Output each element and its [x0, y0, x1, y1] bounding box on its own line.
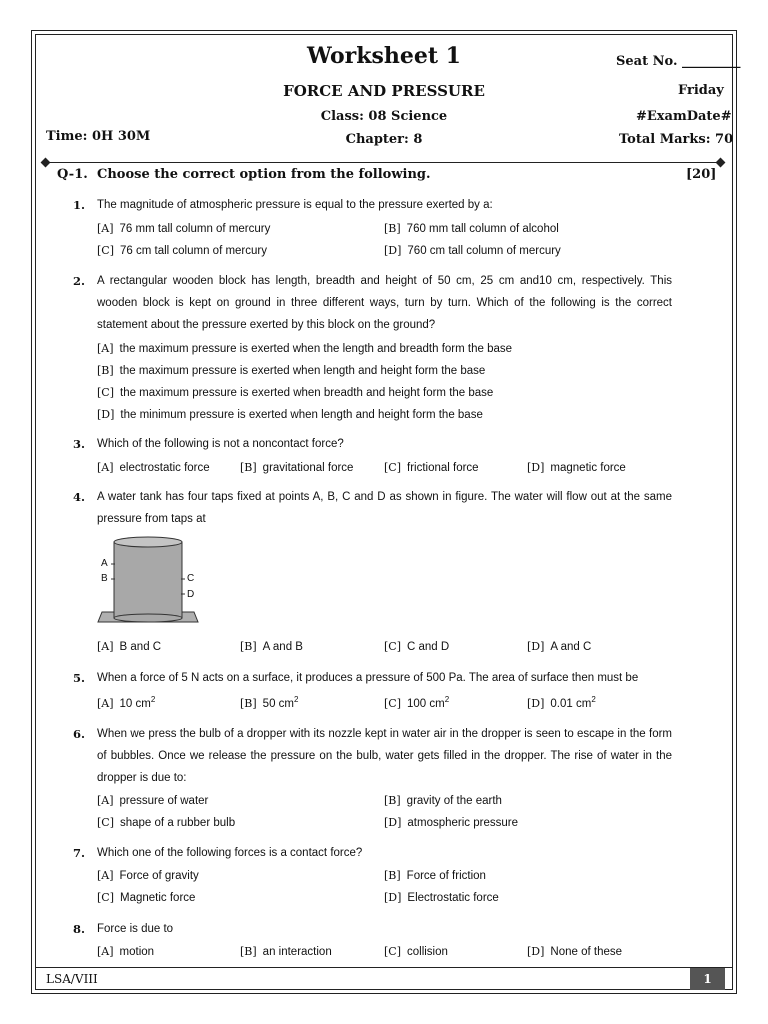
option-c: [97, 386, 493, 399]
question-number: 7.: [73, 846, 86, 860]
option-text: motion: [119, 946, 155, 958]
question-text: Which one of the following forces is a contact force?: [97, 847, 363, 859]
option-a: [97, 695, 155, 710]
option-b: [240, 461, 353, 474]
option-d: [527, 945, 622, 958]
tap-label-b: B: [101, 573, 108, 584]
tank-top-rim: [114, 537, 182, 547]
option-label: [C]: [97, 891, 114, 904]
option-text: collision: [407, 946, 448, 958]
tap-label-c: C: [187, 573, 195, 584]
option-label: [D]: [384, 891, 402, 904]
option-label: [C]: [97, 244, 114, 257]
option-text: magnetic force: [550, 462, 626, 474]
option-label: [B]: [240, 461, 257, 474]
option-text: 760 cm tall column of mercury: [407, 245, 561, 257]
option-d: [384, 891, 499, 904]
option-text: electrostatic force: [119, 462, 210, 474]
option-text: an interaction: [262, 946, 332, 958]
option-label: [C]: [384, 945, 401, 958]
option-text: atmospheric pressure: [407, 817, 518, 829]
option-label: [A]: [97, 342, 114, 355]
header-divider: [45, 162, 721, 163]
option-text: gravitational force: [262, 462, 354, 474]
option-text: gravity of the earth: [406, 795, 502, 807]
option-b: [97, 364, 485, 377]
option-a: [97, 794, 208, 807]
option-d: [384, 244, 561, 257]
option-label: [A]: [97, 640, 114, 653]
tank-bottom-rim: [114, 614, 182, 622]
option-label: [B]: [384, 869, 401, 882]
option-label: [A]: [97, 461, 114, 474]
option-c: [384, 461, 479, 474]
option-label: [C]: [384, 640, 401, 653]
option-b: [384, 794, 502, 807]
footer-divider: [36, 967, 732, 968]
class-info: Class: 08 Science: [320, 109, 448, 124]
option-b: [240, 945, 332, 958]
option-label: [B]: [384, 794, 401, 807]
option-text: the maximum pressure is exerted when length and height form the base: [119, 365, 486, 377]
question-number: 4.: [73, 490, 86, 504]
option-b: [240, 640, 303, 653]
option-d: [527, 695, 596, 710]
option-label: [A]: [97, 794, 114, 807]
option-label: [B]: [384, 222, 401, 235]
question-number: 2.: [73, 274, 86, 288]
option-text: 76 mm tall column of mercury: [119, 223, 271, 235]
tap-label-d: D: [187, 589, 195, 600]
option-text: 760 mm tall column of alcohol: [406, 223, 559, 235]
option-label: [D]: [527, 640, 545, 653]
question-text: The magnitude of atmospheric pressure is equal to the pressure exerted by a:: [97, 199, 493, 211]
option-label: [A]: [97, 869, 114, 882]
question-number: 3.: [73, 437, 86, 451]
option-text: 76 cm tall column of mercury: [120, 245, 267, 257]
option-label: [B]: [240, 697, 257, 710]
question-text: A water tank has four taps fixed at points A, B, C and D as shown in figure. The water will flow out at the same pressure from taps at: [97, 491, 672, 525]
option-text: 0.01 cm: [550, 698, 592, 710]
option-label: [B]: [240, 640, 257, 653]
question-text: A rectangular wooden block has length, breadth and height of 50 cm, 25 cm and10 cm, respectively. This wooden block is kept on ground in three different ways, turn by turn. Which of the following is the correct statement about the pressure exerted by this block on the ground?: [97, 275, 672, 331]
option-text: None of these: [550, 946, 623, 958]
option-d: [527, 640, 591, 653]
question-number: 1.: [73, 198, 86, 212]
option-label: [D]: [527, 461, 545, 474]
question-text: When we press the bulb of a dropper with its nozzle kept in water air in the dropper is seen to escape in the form of bubbles. Once we release the pressure on the bulb, water gets filled in the dropper. The rise of water in the dropper is due to:: [97, 728, 672, 784]
option-label: [C]: [97, 816, 114, 829]
option-label: [A]: [97, 222, 114, 235]
question-text: When a force of 5 N acts on a surface, it produces a pressure of 500 Pa. The area of surface then must be: [97, 672, 639, 684]
option-label: [D]: [384, 816, 402, 829]
option-text: Force of friction: [406, 870, 486, 882]
option-b: [240, 695, 298, 710]
option-label: [A]: [97, 945, 114, 958]
option-text: the minimum pressure is exerted when length and height form the base: [120, 409, 483, 421]
option-text: Force of gravity: [119, 870, 199, 882]
unit-exponent: 2: [294, 695, 299, 704]
option-a: [97, 342, 512, 355]
option-c: [97, 244, 267, 257]
option-text: 10 cm: [119, 698, 151, 710]
option-a: [97, 945, 154, 958]
option-text: Magnetic force: [120, 892, 196, 904]
option-text: 100 cm: [407, 698, 445, 710]
question-text: Which of the following is not a noncontact force?: [97, 438, 344, 450]
tap-label-a: A: [101, 558, 108, 569]
time-info: Time: 0H 30M: [46, 129, 151, 144]
total-marks: Total Marks: 70: [619, 132, 734, 147]
option-text: frictional force: [407, 462, 479, 474]
option-label: [A]: [97, 697, 114, 710]
exam-day: Friday: [678, 83, 724, 98]
option-b: [384, 222, 559, 235]
option-text: B and C: [119, 641, 162, 653]
unit-exponent: 2: [591, 695, 596, 704]
tank-body: [114, 542, 182, 618]
option-text: A and C: [550, 641, 592, 653]
option-label: [C]: [384, 461, 401, 474]
option-label: [B]: [240, 945, 257, 958]
option-a: [97, 461, 210, 474]
section-instruction: Choose the correct option from the following.: [97, 167, 431, 182]
option-c: [384, 695, 449, 710]
option-d: [97, 408, 483, 421]
option-text: pressure of water: [119, 795, 209, 807]
chapter-info: Chapter: 8: [345, 132, 423, 147]
section-number: Q-1.: [57, 167, 88, 182]
option-d: [527, 461, 626, 474]
option-label: [D]: [527, 697, 545, 710]
option-a: [97, 869, 199, 882]
option-d: [384, 816, 518, 829]
option-text: the maximum pressure is exerted when the length and breadth form the base: [119, 343, 513, 355]
option-c: [384, 640, 449, 653]
option-label: [B]: [97, 364, 114, 377]
option-text: 50 cm: [262, 698, 294, 710]
option-c: [97, 891, 195, 904]
unit-exponent: 2: [444, 695, 450, 704]
section-marks: [20]: [686, 167, 717, 182]
option-label: [C]: [97, 386, 114, 399]
option-a: [97, 222, 270, 235]
option-label: [D]: [384, 244, 402, 257]
question-number: 5.: [73, 671, 86, 685]
option-text: C and D: [407, 641, 450, 653]
option-label: [D]: [527, 945, 545, 958]
worksheet-title: Worksheet 1: [307, 43, 461, 69]
page-number: 1: [690, 968, 725, 990]
question-number: 6.: [73, 727, 86, 741]
question-text: Force is due to: [97, 923, 174, 935]
option-c: [97, 816, 235, 829]
option-label: [C]: [384, 697, 401, 710]
option-b: [384, 869, 486, 882]
option-text: the maximum pressure is exerted when breadth and height form the base: [120, 387, 494, 399]
unit-exponent: 2: [150, 695, 156, 704]
option-text: Electrostatic force: [407, 892, 499, 904]
option-a: [97, 640, 161, 653]
exam-date: #ExamDate#: [636, 109, 732, 124]
worksheet-subtitle: FORCE AND PRESSURE: [283, 82, 485, 100]
option-text: shape of a rubber bulb: [120, 817, 236, 829]
seat-number: Seat No. _________: [616, 54, 741, 69]
question-number: 8.: [73, 922, 86, 936]
option-text: A and B: [262, 641, 303, 653]
option-label: [D]: [97, 408, 115, 421]
option-c: [384, 945, 448, 958]
footer-code: LSA/VIII: [46, 972, 98, 986]
